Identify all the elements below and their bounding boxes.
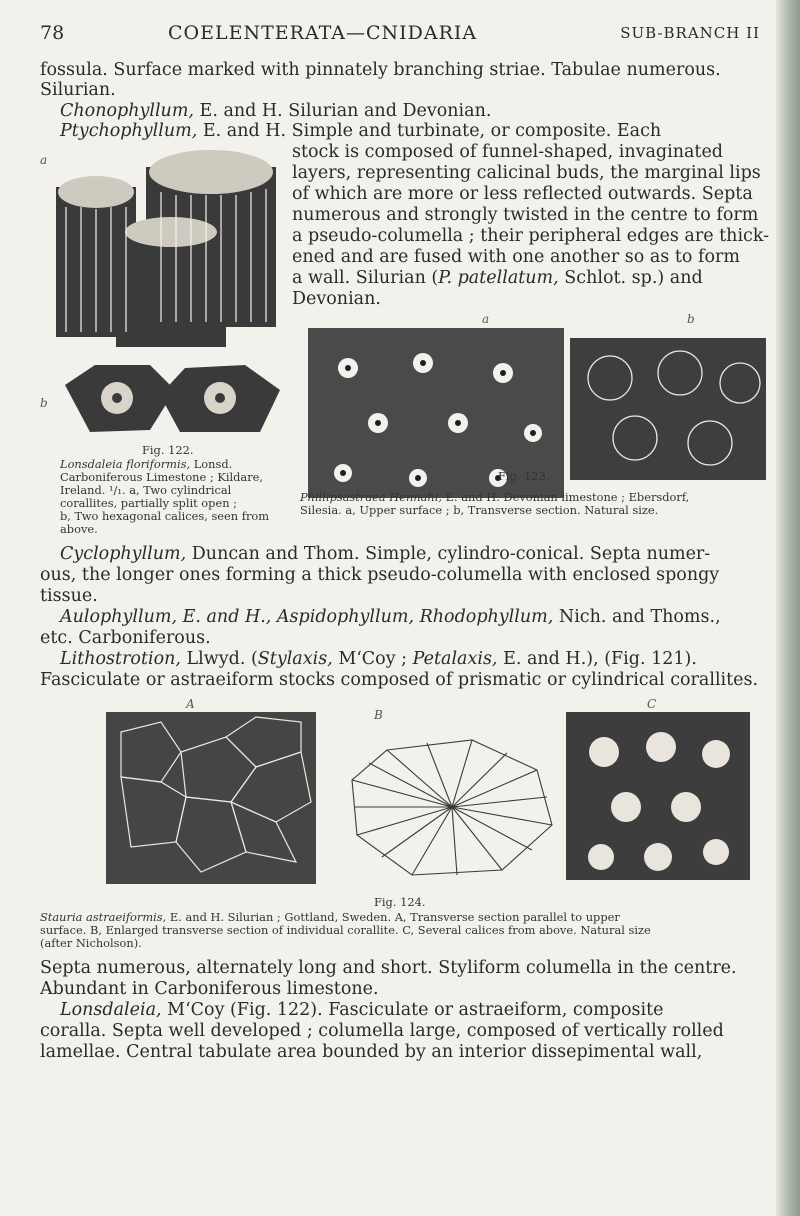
- caption-line: b, Two hexagonal calices, seen from: [60, 509, 270, 523]
- caption-line: Phillipsastraea Hennahi, E. and H. Devonian limestone ; Ebersdorf,: [300, 490, 690, 504]
- fig122-b-illustration: [55, 360, 285, 440]
- text-line: tissue.: [40, 586, 98, 606]
- figure-title: Fig. 124.: [374, 895, 426, 909]
- figure-label: A: [186, 697, 195, 711]
- figure-label: B: [374, 708, 383, 722]
- text-line: Septa numerous, alternately long and short. Styliform columella in the centre.: [40, 958, 737, 978]
- figure-title: Fig. 122.: [142, 443, 194, 457]
- genus-entry-chonophyllum: Chonophyllum, E. and H. Silurian and Devonian.: [60, 101, 492, 121]
- text-line: numerous and strongly twisted in the centre to form: [292, 205, 759, 225]
- caption-line: Lonsdaleia floriformis, Lonsd.: [60, 457, 233, 471]
- page-edge-shadow: [776, 0, 800, 1216]
- caption-line: Stauria astraeiformis, E. and H. Silurian ; Gottland, Sweden. A, Transverse section parallel to upper: [40, 910, 620, 924]
- caption-line: corallites, partially split open ;: [60, 496, 237, 510]
- text-line: of which are more or less reflected outwards. Septa: [292, 184, 753, 204]
- genus-names: Aulophyllum, E. and H., Aspidophyllum, Rhodophyllum,: [60, 607, 554, 627]
- fig124-b-illustration: [342, 735, 560, 880]
- genus-entry-cyclophyllum: Cyclophyllum, Duncan and Thom. Simple, cylindro-conical. Septa numer-: [60, 544, 711, 564]
- subbranch-label: SUB-BRANCH II: [620, 24, 760, 42]
- genus-name: Lithostrotion,: [60, 649, 181, 669]
- figure-label: a: [482, 312, 490, 326]
- caption-line: Carboniferous Limestone ; Kildare,: [60, 470, 264, 484]
- page-number: 78: [40, 22, 65, 44]
- figure-label: C: [647, 697, 657, 711]
- genus-name: Chonophyllum,: [60, 101, 194, 121]
- text-line: Devonian.: [292, 289, 381, 309]
- text-line: etc. Carboniferous.: [40, 628, 211, 648]
- caption-line: above.: [60, 522, 98, 536]
- fig124-c-illustration: [566, 712, 750, 880]
- species-name: P. patellatum,: [438, 268, 559, 288]
- genus-entry-lonsdaleia: Lonsdaleia, M‘Coy (Fig. 122). Fasciculate or astraeiform, composite: [60, 1000, 664, 1020]
- genus-name: Lonsdaleia,: [60, 1000, 162, 1020]
- text-line: stock is composed of funnel-shaped, invaginated: [292, 142, 724, 162]
- caption-line: surface. B, Enlarged transverse section of individual corallite. C, Several calices from above. Natural size: [40, 923, 651, 937]
- fig122-a-illustration: [46, 137, 288, 347]
- running-header: [40, 22, 760, 48]
- genus-name: Ptychophyllum,: [60, 121, 198, 141]
- genus-entry-aulophyllum: Aulophyllum, E. and H., Aspidophyllum, Rhodophyllum, Nich. and Thoms.,: [60, 607, 721, 627]
- text-line: Abundant in Carboniferous limestone.: [40, 979, 379, 999]
- figure-label: b: [687, 312, 695, 326]
- genus-name: Cyclophyllum,: [60, 544, 187, 564]
- caption-line: (after Nicholson).: [40, 936, 142, 950]
- figure-label: a: [40, 153, 48, 167]
- text-line: coralla. Septa well developed ; columella large, composed of vertically rolled: [40, 1021, 724, 1041]
- caption-line: Silesia. a, Upper surface ; b, Transverse section. Natural size.: [300, 503, 659, 517]
- running-title: COELENTERATA—CNIDARIA: [168, 22, 478, 44]
- fig124-a-illustration: [106, 712, 316, 884]
- genus-entry-ptychophyllum: Ptychophyllum, E. and H. Simple and turbinate, or composite. Each: [60, 121, 662, 141]
- text-line: layers, representing calicinal buds, the marginal lips: [292, 163, 761, 183]
- fig123-b-illustration: [570, 338, 766, 480]
- caption-line: Ireland. ¹/₁. a, Two cylindrical: [60, 483, 232, 497]
- text-line: a pseudo-columella ; their peripheral edges are thick-: [292, 226, 770, 246]
- text-line: Fasciculate or astraeiform stocks composed of prismatic or cylindrical corallites.: [40, 670, 759, 690]
- figure-title: Fig. 123.: [498, 469, 550, 483]
- text-line: Silurian.: [40, 80, 116, 100]
- text-line: fossula. Surface marked with pinnately branching striae. Tabulae numerous.: [40, 60, 721, 80]
- figure-label: b: [40, 396, 48, 410]
- text-line: a wall. Silurian (P. patellatum, Schlot. sp.) and: [292, 268, 703, 288]
- text-line: ened and are fused with one another so as to form: [292, 247, 740, 267]
- genus-entry-lithostrotion: Lithostrotion, Llwyd. (Stylaxis, M‘Coy ; Petalaxis, E. and H.), (Fig. 121).: [60, 649, 697, 669]
- text-line: ous, the longer ones forming a thick pseudo-columella with enclosed spongy: [40, 565, 720, 585]
- text-line: lamellae. Central tabulate area bounded by an interior dissepimental wall,: [40, 1042, 703, 1062]
